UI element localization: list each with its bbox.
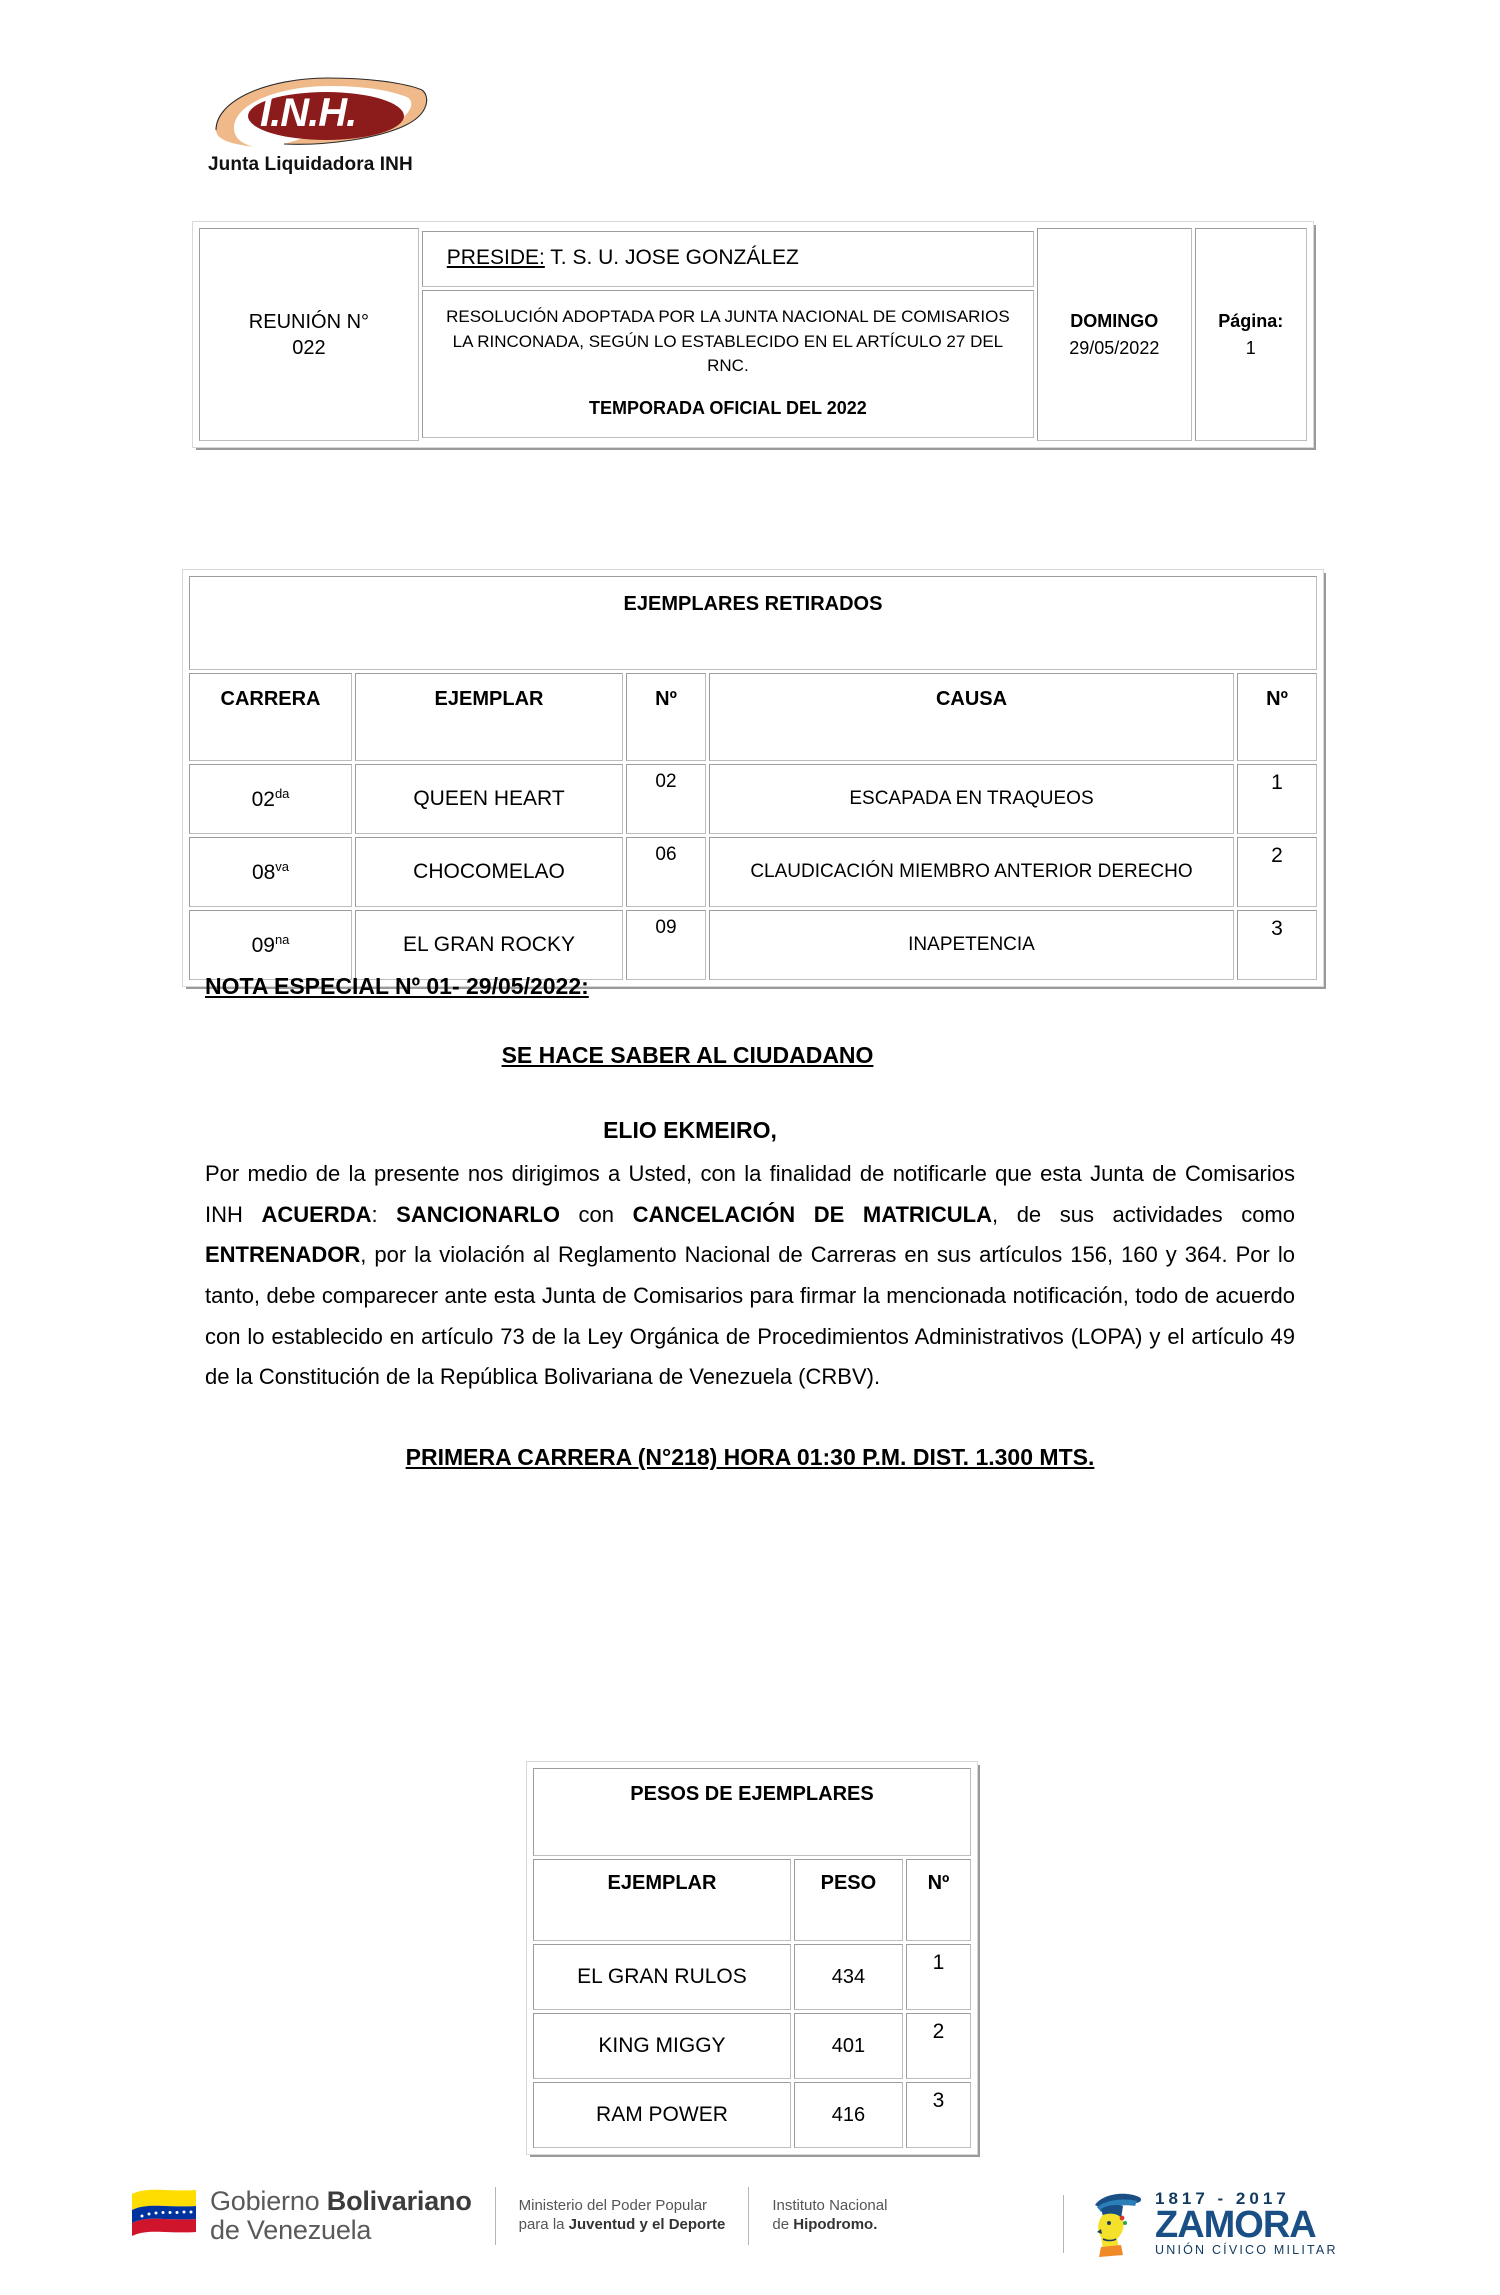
cell-pesos-orden: 1 xyxy=(906,1944,971,2010)
ministerio-line-2 xyxy=(519,2216,726,2235)
ministerio-line-1: Ministerio del Poder Popular xyxy=(518,2197,708,2215)
carrera-ordinal: na xyxy=(274,932,290,947)
table-row xyxy=(189,764,1317,834)
col-orden: Nº xyxy=(1237,673,1317,761)
table-row xyxy=(533,2082,971,2148)
gobierno-line-2: de Venezuela xyxy=(210,2215,372,2246)
juventud-deporte: Juventud y el Deporte xyxy=(568,2216,726,2234)
footer-divider-3 xyxy=(1063,2195,1064,2253)
cell-carrera xyxy=(189,837,352,907)
pesos-title-row xyxy=(533,1768,971,1856)
preside-name: T. S. U. JOSE GONZÁLEZ xyxy=(550,246,799,269)
carrera-number: 02 xyxy=(251,788,275,811)
para-seg-2: : xyxy=(371,1201,397,1227)
col-causa: CAUSA xyxy=(709,673,1234,761)
header-table-row xyxy=(199,228,1307,441)
page-number: 1 xyxy=(1245,337,1256,358)
zamora-text-block xyxy=(1155,2190,1338,2257)
cell-pesos-orden: 3 xyxy=(906,2082,971,2148)
col-pesos-ejemplar: EJEMPLAR xyxy=(533,1859,791,1941)
cell-pesos-ejemplar: EL GRAN RULOS xyxy=(533,1944,791,2010)
cell-pesos-peso: 434 xyxy=(794,1944,903,2010)
cell-pesos-orden: 2 xyxy=(906,2013,971,2079)
venezuela-flag-icon xyxy=(128,2188,200,2245)
resolucion-text: RESOLUCIÓN ADOPTADA POR LA JUNTA NACIONAL DE COMISARIOS LA RINCONADA, SEGÚN LO ESTABLECIDO EN EL ARTÍCULO 27 DEL RNC. xyxy=(446,307,1010,376)
inh-logo-icon xyxy=(208,60,438,150)
carrera-ordinal: va xyxy=(275,859,290,874)
col-pesos-peso: PESO xyxy=(794,1859,903,1941)
preside-cell xyxy=(422,231,1034,287)
cell-ejemplar: EL GRAN ROCKY xyxy=(355,910,623,980)
instituto-text xyxy=(772,2197,887,2235)
page-footer xyxy=(0,2185,1500,2275)
bolivariano-word: Bolivariano xyxy=(326,2186,472,2216)
table-row xyxy=(533,2013,971,2079)
retirados-table-wrapper xyxy=(183,570,1323,986)
header-center-cell xyxy=(422,228,1034,441)
temporada-text: TEMPORADA OFICIAL DEL 2022 xyxy=(589,397,867,418)
cell-causa: INAPETENCIA xyxy=(709,910,1234,980)
pesos-table xyxy=(527,1762,977,2154)
page-label: Página: xyxy=(1218,311,1284,332)
ministerio-text xyxy=(519,2197,726,2235)
resolucion-cell xyxy=(422,290,1034,438)
cell-ejemplar: QUEEN HEART xyxy=(355,764,623,834)
nota-especial-title: NOTA ESPECIAL Nº 01- 29/05/2022: xyxy=(205,973,589,999)
cell-causa: ESCAPADA EN TRAQUEOS xyxy=(709,764,1234,834)
instituto-line-1: Instituto Nacional xyxy=(772,2197,888,2215)
date-value: 29/05/2022 xyxy=(1069,337,1160,358)
pesos-title: PESOS DE EJEMPLARES xyxy=(533,1768,971,1856)
footer-divider-1 xyxy=(495,2187,496,2245)
retirados-table xyxy=(183,570,1323,986)
cell-pesos-ejemplar: KING MIGGY xyxy=(533,2013,791,2079)
header-table xyxy=(193,222,1313,447)
reunion-label: REUNIÓN N° xyxy=(248,310,370,333)
carrera-ordinal: da xyxy=(274,786,290,801)
svg-text:I.N.H.: I.N.H. xyxy=(260,91,357,135)
cell-orden: 1 xyxy=(1237,764,1317,834)
cell-pesos-peso: 416 xyxy=(794,2082,903,2148)
zamora-wordmark: ZAMORA xyxy=(1155,2204,1316,2247)
cell-carrera xyxy=(189,910,352,980)
col-pesos-orden: Nº xyxy=(906,1859,971,1941)
instituto-prefix: de xyxy=(772,2216,794,2234)
cell-pesos-ejemplar: RAM POWER xyxy=(533,2082,791,2148)
para-bold-acuerda: ACUERDA xyxy=(261,1201,372,1227)
date-cell xyxy=(1037,228,1192,441)
gobierno-line-1 xyxy=(210,2187,472,2216)
carrera-number: 09 xyxy=(251,934,275,957)
retirados-title-row xyxy=(189,576,1317,670)
reunion-cell xyxy=(199,228,419,441)
table-row xyxy=(533,1944,971,2010)
para-seg-5: , por la violación al Reglamento Nacional de Carreras en sus artículos 156, 160 y 364. Por lo tanto, debe comparecer ante esta Junta de Comisarios para firmar la mencionada notificación, todo de acuerdo con lo establecido en artículo 73 de la Ley Orgánica de Procedimientos Administrativos (LOPA) y el artículo 49 de la Constitución de la República Bolivariana de Venezuela (CRBV). xyxy=(205,1242,1295,1390)
zamora-logo xyxy=(1077,2185,1338,2262)
addressee-name: ELIO EKMEIRO, xyxy=(603,1117,777,1143)
col-ejemplar: EJEMPLAR xyxy=(355,673,623,761)
zamora-slogan: UNIÓN CÍVICO MILITAR xyxy=(1155,2243,1338,2258)
footer-right-group xyxy=(1050,2185,1338,2262)
zamora-profile-icon xyxy=(1077,2185,1149,2262)
cell-orden: 2 xyxy=(1237,837,1317,907)
preside-row xyxy=(422,231,1034,287)
table-row xyxy=(189,910,1317,980)
pesos-header-row xyxy=(533,1859,971,1941)
carrera-number: 08 xyxy=(251,861,276,884)
header-table-wrapper xyxy=(193,222,1313,447)
cell-causa: CLAUDICACIÓN MIEMBRO ANTERIOR DERECHO xyxy=(709,837,1234,907)
cell-numero: 09 xyxy=(626,910,706,980)
cell-orden: 3 xyxy=(1237,910,1317,980)
para-seg-4: , de sus actividades como xyxy=(992,1201,1295,1227)
resolucion-row xyxy=(422,290,1034,438)
retirados-title: EJEMPLARES RETIRADOS xyxy=(189,576,1317,670)
day-label: DOMINGO xyxy=(1070,311,1159,332)
cell-numero: 02 xyxy=(626,764,706,834)
col-carrera: CARRERA xyxy=(189,673,352,761)
reunion-number: 022 xyxy=(292,336,326,359)
header-inner-table xyxy=(422,228,1034,441)
para-bold-entrenador: ENTRENADOR xyxy=(205,1242,361,1268)
cell-pesos-peso: 401 xyxy=(794,2013,903,2079)
col-numero: Nº xyxy=(626,673,706,761)
inh-logo-block xyxy=(208,60,538,176)
preside-label: PRESIDE: xyxy=(446,246,545,269)
gobierno-word: Gobierno xyxy=(210,2186,327,2216)
footer-divider-2 xyxy=(748,2187,749,2245)
page-cell xyxy=(1195,228,1307,441)
retirados-header-row xyxy=(189,673,1317,761)
para-bold-cancelacion: CANCELACIÓN DE MATRICULA xyxy=(632,1201,992,1227)
ministerio-prefix: para la xyxy=(518,2216,569,2234)
para-seg-1: Por medio de la presente nos dirigimos a Usted, con la finalidad de notificarle que esta Junta de Comisarios INH xyxy=(205,1161,1295,1227)
table-row xyxy=(189,837,1317,907)
logo-caption: Junta Liquidadora INH xyxy=(208,154,413,175)
instituto-line-2 xyxy=(772,2216,887,2235)
zamora-years: 1817 - 2017 xyxy=(1155,2189,1290,2209)
para-seg-3: con xyxy=(559,1201,633,1227)
cell-carrera xyxy=(189,764,352,834)
cell-ejemplar: CHOCOMELAO xyxy=(355,837,623,907)
para-bold-sancionarlo: SANCIONARLO xyxy=(396,1201,560,1227)
cell-numero: 06 xyxy=(626,837,706,907)
gobierno-bolivariano-text xyxy=(210,2187,472,2245)
primera-carrera-title: PRIMERA CARRERA (N°218) HORA 01:30 P.M. DIST. 1.300 MTS. xyxy=(405,1444,1095,1471)
notification-body xyxy=(205,975,1295,1469)
pesos-table-wrapper xyxy=(527,1762,977,2154)
nota-subtitle: SE HACE SABER AL CIUDADANO xyxy=(501,1042,874,1068)
footer-left-group xyxy=(128,2187,887,2245)
notification-paragraph xyxy=(205,1154,1295,1398)
hipodromo-word: Hipodromo. xyxy=(793,2216,878,2234)
